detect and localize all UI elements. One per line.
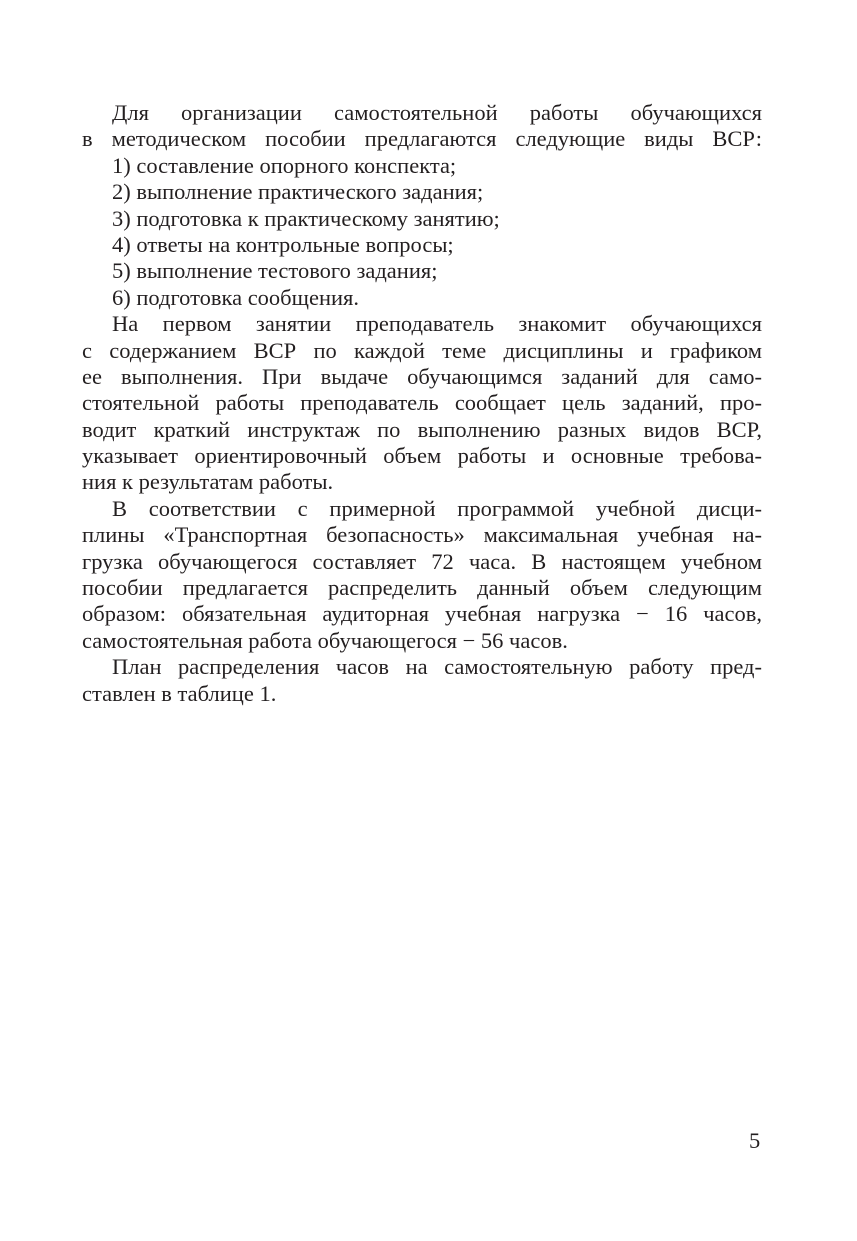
text-line: Для организации самостоятельной работы обучающихся	[112, 100, 762, 125]
text-line: стоятельной работы преподаватель сообщает цель заданий, про-	[82, 390, 762, 416]
text-line: грузка обучающегося составляет 72 часа. В настоящем учебном	[82, 548, 762, 574]
text-line: самостоятельная работа обучающегося − 56 часов.	[82, 627, 568, 653]
text-line: В соответствии с примерной программой учебной дисци-	[112, 495, 762, 521]
text-line: пособии предлагается распределить данный объем следующим	[82, 575, 762, 601]
text-line: 6) подготовка сообщения.	[112, 284, 359, 310]
text-line: водит краткий инструктаж по выполнению разных видов ВСР,	[82, 416, 762, 442]
text-line: образом: обязательная аудиторная учебная нагрузка − 16 часов,	[82, 601, 762, 627]
text-line: плины «Транспортная безопасность» максимальная учебная на-	[82, 522, 762, 548]
text-line: 2) выполнение практического задания;	[112, 179, 484, 205]
text-line: 1) составление опорного конспекта;	[112, 152, 457, 178]
text-line: с содержанием ВСР по каждой теме дисциплины и графиком	[82, 337, 762, 363]
text-line: На первом занятии преподаватель знакомит обучающихся	[112, 311, 762, 337]
text-line: 3) подготовка к практическому занятию;	[112, 205, 500, 231]
text-line: в методическом пособии предлагаются следующие виды ВСР:	[82, 126, 762, 152]
text-line: 5) выполнение тестового задания;	[112, 258, 438, 284]
document-body	[82, 100, 762, 707]
text-line: 4) ответы на контрольные вопросы;	[112, 231, 454, 257]
text-line: ставлен в таблице 1.	[82, 680, 277, 706]
text-line: ее выполнения. При выдаче обучающимся заданий для само-	[82, 363, 762, 389]
text-line: ния к результатам работы.	[82, 469, 334, 495]
text-line: План распределения часов на самостоятельную работу пред-	[112, 654, 762, 680]
text-line: указывает ориентировочный объем работы и основные требова-	[82, 443, 762, 469]
page-number: 5	[749, 1128, 761, 1153]
